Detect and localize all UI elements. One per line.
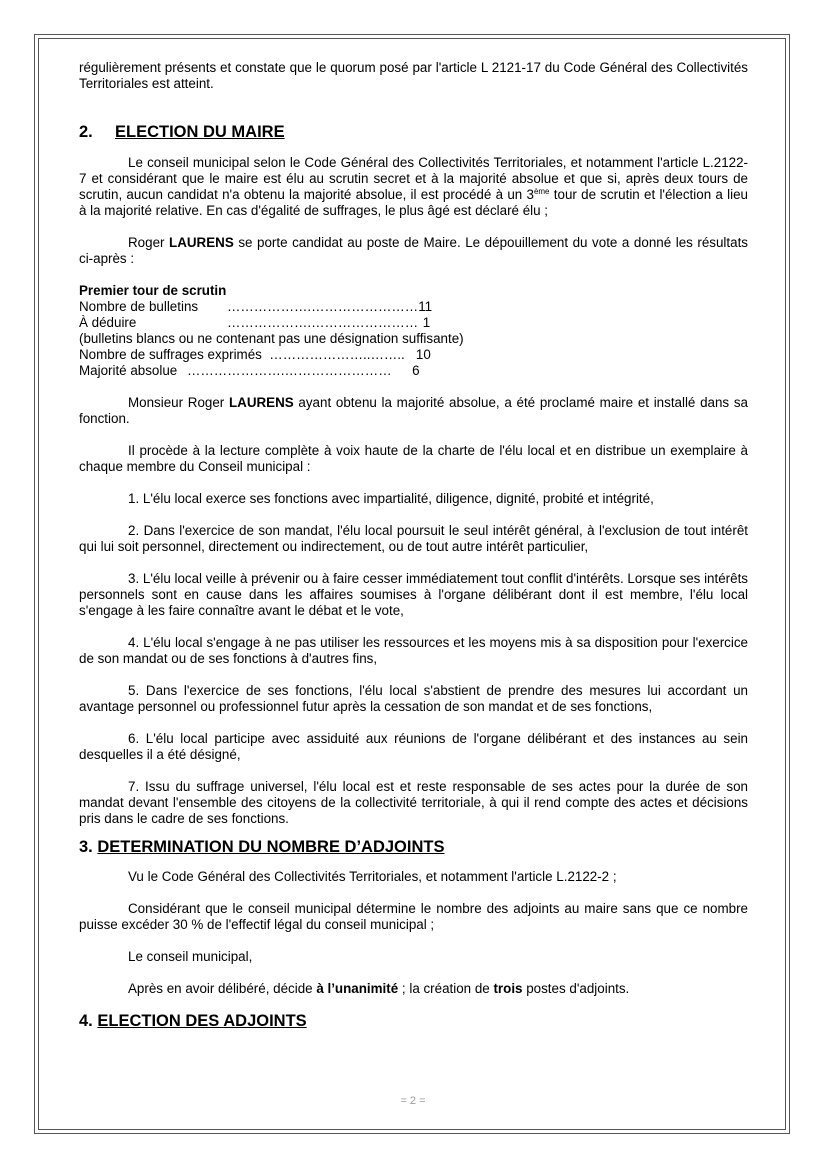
charte-item: 6. L'élu local participe avec assiduité aux réunions de l'organe délibérant et des instances au sein desquelles il a été désigné, — [79, 731, 748, 762]
page-number: = 2 = — [400, 1095, 426, 1107]
scrutin-dots: ……………….…………………… — [227, 299, 419, 314]
scrutin-title: Premier tour de scrutin — [79, 283, 227, 298]
section-2-paragraph-1 — [79, 155, 748, 219]
text-run: ayant obtenu la majorité absolue, a été proclamé maire et installé dans sa fonction. — [79, 395, 748, 426]
text-run: Monsieur Roger — [128, 395, 229, 410]
charte-item: 2. Dans l'exercice de son mandat, l'élu local poursuit le seul intérêt général, à l'exclusion de tout intérêt qui lui soit personnel, directement ou indirectement, ou de tout autre intérêt particulier, — [79, 523, 748, 554]
section-2-title: ELECTION DU MAIRE — [115, 123, 285, 141]
charte-item: 7. Issu du suffrage universel, l'élu local est et reste responsable de ses actes pour la durée de son mandat devant l'ensemble des citoyens de la collectivité territoriale, à qui il rend compte des actes et décisions pris dans le cadre de ses fonctions. — [79, 779, 748, 826]
candidate-name: LAURENS — [169, 235, 234, 250]
scrutin-row-majorite — [79, 363, 748, 379]
section-3-heading — [79, 837, 748, 857]
text-run: Après en avoir délibéré, décide — [128, 981, 317, 996]
charte-item: 3. L'élu local veille à prévenir ou à faire cesser immédiatement tout conflit d'intérêts. Lorsque ses intérêts personnels sont en cause dans les affaires soumises à l'organe délibérant dont il est membre, l'élu local s'engage à les faire connaître avant le débat et le vote, — [79, 571, 748, 618]
scrutin-row-exprimes — [79, 347, 748, 363]
scrutin-dots: ………………….…………………… — [187, 363, 392, 378]
section-3-paragraph-1: Vu le Code Général des Collectivités Territoriales, et notamment l'article L.2122-2 ; — [128, 869, 617, 884]
charte-item: 1. L'élu local exerce ses fonctions avec impartialité, diligence, dignité, probité et intégrité, — [128, 491, 654, 506]
section-2-heading — [79, 122, 748, 142]
charte-item: 5. Dans l'exercice de ses fonctions, l'élu local s'abstient de prendre des mesures lui accordant un avantage personnel ou professionnel futur après la cessation de son mandat et de ses fonctions, — [79, 683, 748, 714]
section-2-paragraph-3 — [79, 395, 748, 427]
scrutin-label: Majorité absolue — [79, 363, 178, 378]
section-3-paragraph-4 — [79, 981, 748, 997]
bold-run: trois — [493, 981, 523, 996]
scrutin-label: À déduire — [79, 315, 137, 330]
scrutin-dots: …………………..…….. — [269, 347, 405, 362]
text-run: ; la création de — [398, 981, 494, 996]
scrutin-label: Nombre de bulletins — [79, 299, 199, 314]
section-4-number: 4. — [79, 1012, 93, 1030]
section-4-title: ELECTION DES ADJOINTS — [97, 1012, 307, 1030]
scrutin-dots: ……………….…………………… — [227, 315, 419, 330]
text-run: postes d'adjoints. — [522, 981, 630, 996]
scrutin-row-deduire — [79, 315, 748, 331]
scrutin-label: Nombre de suffrages exprimés — [79, 347, 262, 362]
section-2-paragraph-4: Il procède à la lecture complète à voix haute de la charte de l'élu local et en distribue un exemplaire à chaque membre du Conseil municipal : — [79, 443, 748, 474]
text-run: se porte candidat au poste de Maire. Le dépouillement du vote a donné les résultats ci-après : — [79, 235, 748, 266]
text-run: tour de scrutin et l'élection a lieu à la majorité relative. En cas d'égalité de suffrages, le plus âgé est déclaré élu ; — [79, 187, 748, 218]
section-2-paragraph-2 — [79, 235, 748, 267]
document-body — [79, 60, 748, 1043]
scrutin-value: 6 — [412, 363, 420, 378]
scrutin-value: 1 — [422, 315, 431, 330]
section-2-number: 2. — [79, 123, 93, 141]
superscript: ème — [533, 187, 550, 196]
text-run: Le conseil municipal selon le Code Général des Collectivités Territoriales, et notamment l'article L.2122-7 et considérant que le maire est élu au scrutin secret et à la majorité absolue et que si, après deux tours de scrutin, aucun candidat n'a obtenu la majorité absolue, il est procédé à un 3 — [79, 155, 748, 202]
scrutin-value: 10 — [415, 347, 431, 362]
section-4-heading — [79, 1011, 748, 1031]
section-3-paragraph-2: Considérant que le conseil municipal détermine le nombre des adjoints au maire sans que ce nombre puisse excéder 30 % de l'effectif légal du conseil municipal ; — [79, 901, 748, 932]
text-run: Roger — [128, 235, 170, 250]
mayor-name: LAURENS — [228, 395, 294, 410]
section-3-paragraph-3: Le conseil municipal, — [128, 949, 253, 964]
charte-item: 4. L'élu local s'engage à ne pas utiliser les ressources et les moyens mis à sa disposition pour l'exercice de son mandat ou de ses fonctions à d'autres fins, — [79, 635, 748, 666]
intro-paragraph: régulièrement présents et constate que le quorum posé par l'article L 2121-17 du Code Général des Collectivités Territoriales est atteint. — [79, 60, 748, 91]
section-3-number: 3. — [79, 838, 93, 856]
scrutin-row-bulletins — [79, 299, 748, 315]
scrutin-value: 11 — [418, 299, 433, 314]
section-3-title: DETERMINATION DU NOMBRE D’ADJOINTS — [97, 838, 445, 856]
scrutin-note: (bulletins blancs ou ne contenant pas une désignation suffisante) — [79, 331, 464, 346]
scrutin-results — [79, 283, 748, 379]
bold-run: à l’unanimité — [316, 981, 399, 996]
